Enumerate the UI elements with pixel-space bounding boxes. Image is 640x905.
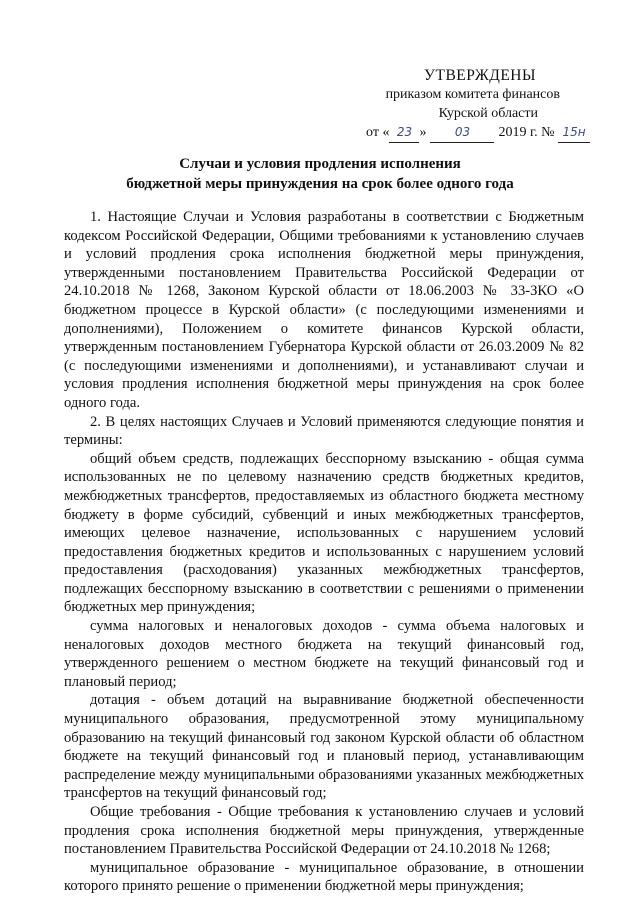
term-tax-revenue: сумма налоговых и неналоговых доходов - сумма объема налоговых и неналоговых доходов местного бюджета на текущий финансовый год, утвержденного решением о местном бюджете на текущий финансовый год и плановый период;: [64, 618, 584, 690]
order-year: 2019 г. №: [498, 125, 555, 140]
order-number-handwritten: 15н: [558, 123, 590, 143]
term-subsidy: дотация - объем дотаций на выравнивание бюджетной обеспеченности муниципального образования, предусмотренной этому муниципальному образованию на текущий финансовый год законом Курской области об областном бюджете на текущий финансовый год и плановый период, устанавливающим распределение между муниципальными образованиями указанных межбюджетных трансфертов на текущий финансовый год;: [64, 692, 584, 802]
term-total-volume: общий объем средств, подлежащих бесспорному взысканию - общая сумма использованных не по целевому назначению средств бюджетных кредитов, межбюджетных трансфертов, предоставляемых из областного бюджета местному бюджету в форме субсидий, субвенций и иных межбюджетных трансфертов, имеющих целевое назначение, использованных с нарушением условий предоставления бюджетных кредитов и использованных с нарушением условий предоставления (расходования) указанных межбюджетных трансфертов, подлежащих бесспорному взысканию в соответствии с решениями о применении бюджетных мер принуждения;: [64, 450, 584, 616]
order-mid: »: [419, 125, 427, 140]
document-title: [0, 154, 640, 194]
term-municipality: муниципальное образование - муниципальное образование, в отношении которого принято решение о применении бюджетной меры принуждения;: [64, 859, 584, 895]
paragraph-1: 1. Настоящие Случаи и Условия разработаны в соответствии с Бюджетным кодексом Российской Федерации, Общими требованиями к установлению случаев и условий продления срока исполнения бюджетной меры принуждения, утвержденными постановлением Правительства Российской Федерации от 24.10.2018 № 1268, Законом Курской области от 18.06.2003 № 33-ЗКО «О бюджетном процессе в Курской области» (с последующими изменениями и дополнениями), Положением о комитете финансов Курской области, утвержденным постановлением Губернатора Курской области от 26.03.2009 № 82 (с последующими изменениями и дополнениями), и устанавливают случаи и условия продления исполнения бюджетной меры принуждения на срок более одного года.: [64, 209, 584, 411]
order-month-handwritten: 03: [430, 123, 494, 143]
approval-line-1: приказом комитета финансов: [385, 87, 560, 102]
term-general-requirements: Общие требования - Общие требования к установлению случаев и условий продления срока исполнения бюджетной меры принуждения, утвержденные постановлением Правительства Российской Федерации от 24.10.2018 № 1268;: [64, 804, 584, 858]
approval-title: УТВЕРЖДЕНЫ: [424, 67, 536, 84]
order-day-handwritten: 23: [389, 123, 419, 143]
approval-order-line: [360, 123, 590, 143]
document-body: [64, 208, 584, 896]
order-prefix: от «: [366, 125, 390, 140]
approval-stamp: [360, 66, 590, 143]
paragraph-2: 2. В целях настоящих Случаев и Условий применяются следующие понятия и термины:: [64, 413, 584, 449]
approval-line-2: Курской области: [438, 106, 538, 121]
title-line-2: бюджетной меры принуждения на срок более одного года: [126, 176, 514, 192]
title-line-1: Случаи и условия продления исполнения: [179, 156, 461, 172]
